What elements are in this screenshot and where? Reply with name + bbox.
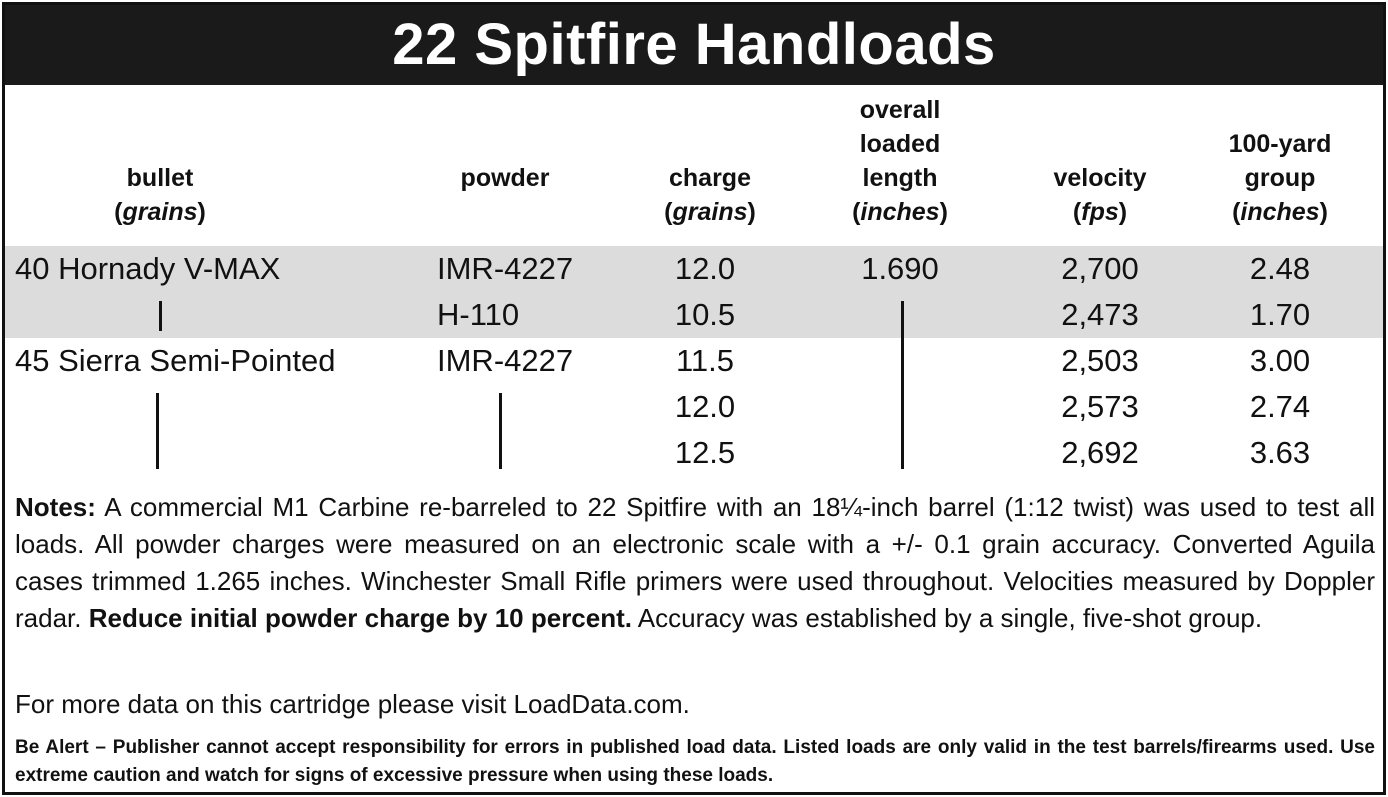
- header-oal-line2: loaded: [859, 130, 941, 158]
- load-data-table: [2, 2, 1386, 795]
- page-title: 22 Spitfire Handloads: [392, 12, 996, 77]
- ditto-line-bullet-rows4-5: [156, 393, 159, 469]
- ditto-line-powder-rows4-5: [499, 393, 502, 469]
- header-oal-line1: overall: [859, 96, 941, 124]
- header-powder: [425, 161, 585, 195]
- header-charge: charge (grains): [630, 161, 790, 229]
- more-info-text: For more data on this cartridge please visit LoadData.com.: [15, 689, 690, 719]
- header-velocity: velocity (fps): [1020, 161, 1180, 229]
- cell-group: 1.70: [1249, 297, 1311, 332]
- cell-velocity: 2,473: [1061, 297, 1139, 332]
- cell-oal: 1.690: [861, 251, 939, 286]
- notes-text-2: Accuracy was established by a single, five-shot group.: [632, 603, 1263, 633]
- cell-velocity: 2,700: [1061, 251, 1139, 286]
- cell-powder: IMR-4227: [437, 343, 574, 378]
- ditto-line-oal-rows2-5: [901, 301, 904, 469]
- cell-charge: 12.0: [674, 251, 736, 286]
- header-oal: overall loaded length (inches): [820, 93, 980, 229]
- cell-velocity: 2,573: [1061, 389, 1139, 424]
- ditto-line-bullet-row2: [159, 301, 162, 331]
- cell-group: 3.63: [1249, 435, 1311, 470]
- header-oal-line3: length: [862, 164, 938, 192]
- cell-charge: 12.0: [674, 389, 736, 424]
- alert-disclaimer: Be Alert – Publisher cannot accept responsibility for errors in published load data. Listed loads are only valid in the test barrels/firearms used. Use extreme caution and watch for signs of excessive pressure when using these loads.: [15, 737, 1375, 786]
- header-bullet-label: bullet: [126, 164, 194, 192]
- header-charge-unit: grains: [672, 198, 748, 226]
- cell-charge: 10.5: [674, 297, 736, 332]
- header-powder-label: powder: [460, 164, 550, 192]
- header-charge-label: charge: [669, 164, 751, 192]
- notes-text-1: A commercial M1 Carbine re-barreled to 22 Spitfire with an 18¼-inch barrel (1:12 twist) was used to test all loads. All powder charges were measured on an electronic scale with a +/- 0.1 grain accuracy. Converted Aguila cases trimmed 1.265 inches. Winchester Small Rifle primers were used throughout. Velocities measured by Doppler radar.: [15, 492, 1375, 633]
- notes-emphasis: Reduce initial powder charge by 10 percent.: [88, 603, 632, 633]
- cell-velocity: 2,503: [1061, 343, 1139, 378]
- header-bullet: bullet (grains): [65, 161, 255, 229]
- header-group-line1: 100-yard: [1228, 130, 1332, 158]
- header-bullet-unit: grains: [122, 198, 198, 226]
- header-velocity-label: velocity: [1053, 164, 1147, 192]
- header-group-unit: inches: [1240, 198, 1320, 226]
- cell-group: 2.48: [1249, 251, 1311, 286]
- cell-group: 3.00: [1249, 343, 1311, 378]
- cell-bullet: 45 Sierra Semi-Pointed: [15, 343, 336, 378]
- cell-powder: H-110: [437, 297, 520, 332]
- cell-charge: 11.5: [675, 343, 735, 378]
- cell-group: 2.74: [1249, 389, 1311, 424]
- title-bar: [5, 5, 1383, 85]
- header-velocity-unit: fps: [1081, 198, 1119, 226]
- header-group-line2: group: [1244, 164, 1316, 192]
- header-group: 100-yard group (inches): [1200, 127, 1360, 229]
- header-oal-unit: inches: [860, 198, 940, 226]
- cell-charge: 12.5: [674, 435, 736, 470]
- cell-velocity: 2,692: [1061, 435, 1139, 470]
- cell-powder: IMR-4227: [437, 251, 574, 286]
- notes-label: Notes:: [15, 492, 96, 522]
- cell-bullet: 40 Hornady V-MAX: [15, 251, 281, 286]
- notes-paragraph: [15, 489, 1375, 637]
